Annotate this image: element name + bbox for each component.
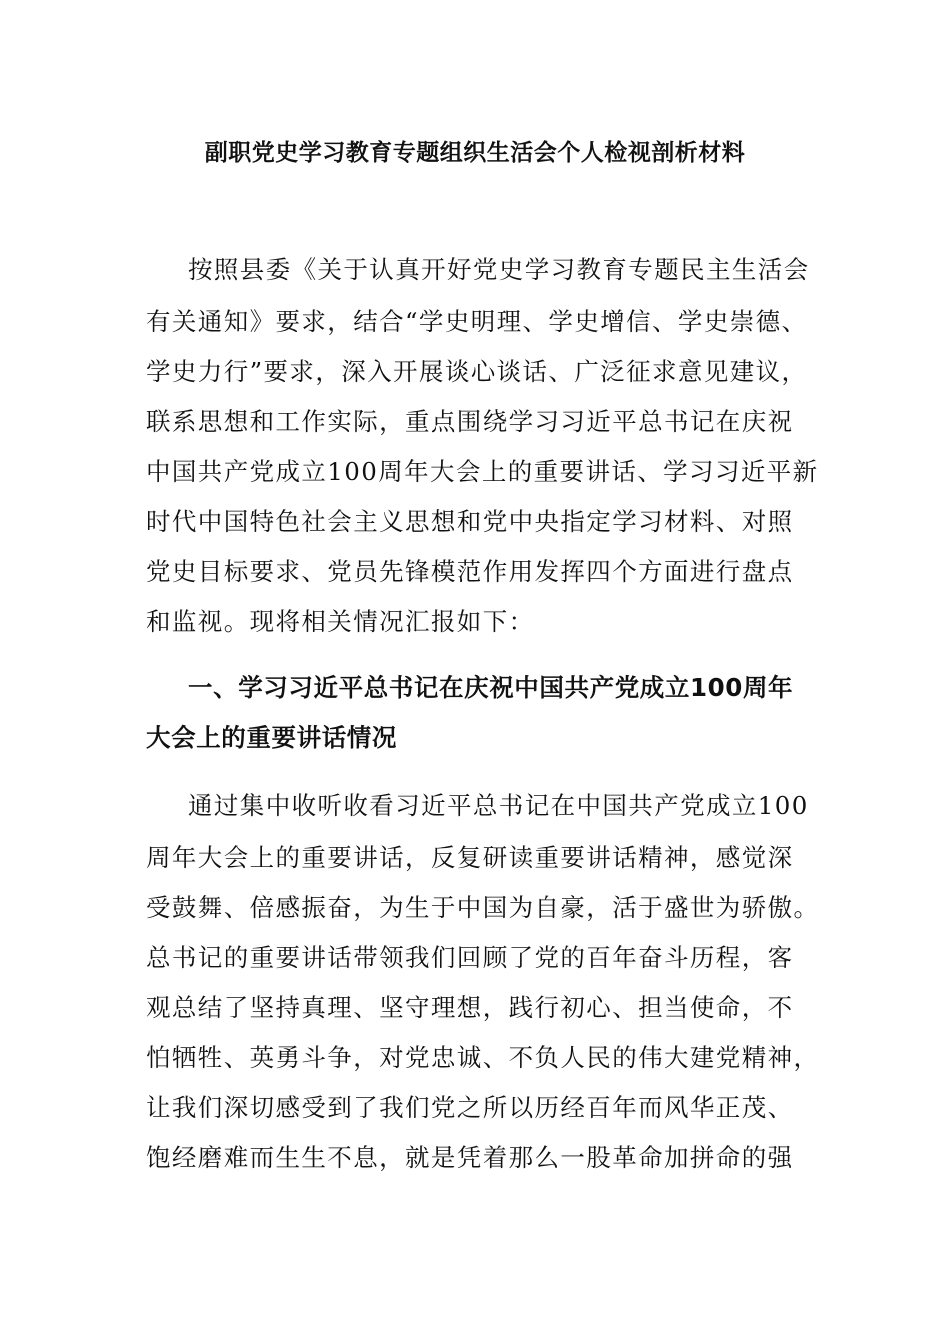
section-heading: 大会上的重要讲话情况 [146, 723, 397, 752]
body-line: 让我们深切感受到了我们党之所以历经百年而风华正茂、 [146, 1093, 794, 1122]
body-line: 通过集中收听收看习近平总书记在中国共产党成立100 [188, 791, 809, 820]
intro-line: 中国共产党成立100周年大会上的重要讲话、学习习近平新 [146, 457, 819, 486]
section-heading: 一、学习习近平总书记在庆祝中国共产党成立100周年 [188, 673, 794, 702]
body-line: 饱经磨难而生生不息，就是凭着那么一股革命加拼命的强 [146, 1143, 794, 1172]
intro-line: 联系思想和工作实际，重点围绕学习习近平总书记在庆祝 [146, 407, 794, 436]
document-title: 副职党史学习教育专题组织生活会个人检视剖析材料 [204, 140, 746, 166]
intro-line: 有关通知》要求，结合“学史明理、学史增信、学史崇德、 [146, 307, 808, 336]
intro-line: 时代中国特色社会主义思想和党中央指定学习材料、对照 [146, 507, 794, 536]
intro-line: 党史目标要求、党员先锋模范作用发挥四个方面进行盘点 [146, 557, 794, 586]
intro-line: 学史力行”要求，深入开展谈心谈话、广泛征求意见建议， [146, 357, 808, 386]
body-line: 总书记的重要讲话带领我们回顾了党的百年奋斗历程，客 [146, 943, 794, 972]
intro-line: 按照县委《关于认真开好党史学习教育专题民主生活会 [188, 255, 810, 284]
body-line: 周年大会上的重要讲话，反复研读重要讲话精神，感觉深 [146, 843, 794, 872]
intro-line: 和监视。现将相关情况汇报如下： [146, 607, 535, 636]
body-line: 观总结了坚持真理、坚守理想，践行初心、担当使命，不 [146, 993, 794, 1022]
body-line: 受鼓舞、倍感振奋，为生于中国为自豪，活于盛世为骄傲。 [146, 893, 820, 922]
body-line: 怕牺牲、英勇斗争，对党忠诚、不负人民的伟大建党精神， [146, 1043, 820, 1072]
